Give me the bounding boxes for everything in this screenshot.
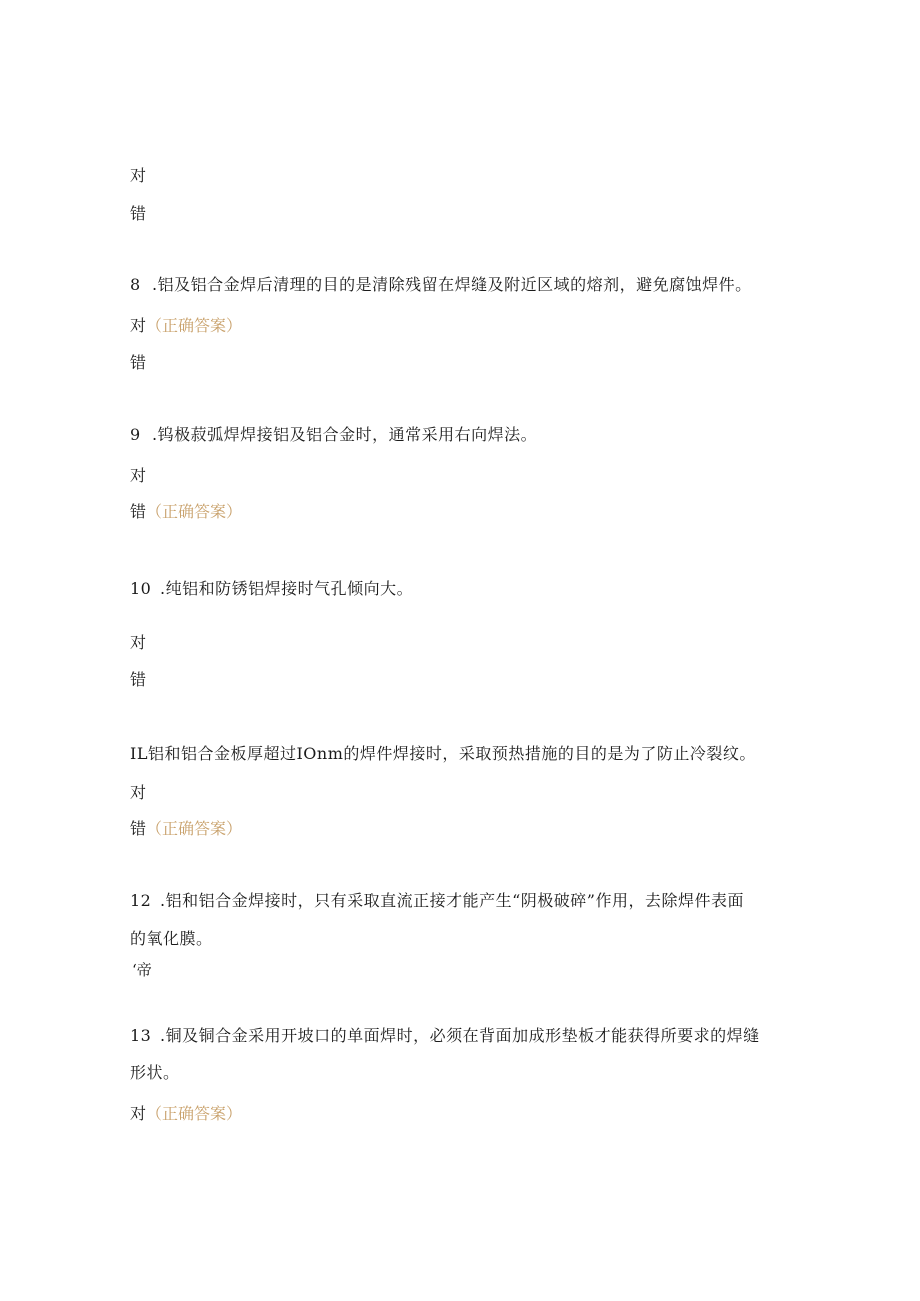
question-11	[130, 744, 756, 764]
option-true[interactable]	[130, 166, 146, 186]
option-label: 对	[130, 316, 147, 335]
question-number: 13	[130, 1026, 152, 1045]
question-text: .铝和铝合金焊接时，只有采取直流正接才能产生“阴极破碎”作用，去除焊件表面	[160, 891, 744, 910]
question-number: 8	[130, 275, 141, 294]
q11-option-true[interactable]	[130, 783, 146, 803]
option-label: 错	[130, 204, 147, 223]
correct-answer-tag: （正确答案）	[146, 316, 243, 335]
scan-residue	[132, 960, 152, 980]
question-8	[130, 275, 752, 295]
q8-option-false[interactable]	[130, 353, 146, 373]
question-12-continuation	[130, 929, 213, 949]
q9-option-false[interactable]	[130, 502, 242, 522]
question-text: .铝及铝合金焊后清理的目的是清除残留在焊缝及附近区域的熔剂，避免腐蚀焊件。	[152, 275, 752, 294]
option-label: 对	[130, 1104, 147, 1123]
q11-option-false[interactable]	[130, 819, 242, 839]
q10-option-false[interactable]	[130, 670, 146, 690]
question-12	[130, 891, 744, 911]
residue-text: ‘帝	[132, 961, 152, 979]
option-label: 对	[130, 633, 147, 652]
question-text: 形状。	[130, 1063, 180, 1082]
question-number: 9	[130, 425, 141, 444]
option-label: 对	[130, 466, 147, 485]
question-text: .铜及铜合金采用开坡口的单面焊时，必须在背面加成形垫板才能获得所要求的焊缝	[160, 1026, 760, 1045]
question-text: .纯铝和防锈铝焊接时气孔倾向大。	[160, 579, 414, 598]
q10-option-true[interactable]	[130, 633, 146, 653]
question-text: 的氧化膜。	[130, 929, 213, 948]
question-9	[130, 425, 537, 445]
q8-option-true[interactable]	[130, 316, 242, 336]
option-label: 错	[130, 353, 147, 372]
q9-option-true[interactable]	[130, 466, 146, 486]
question-number: 10	[130, 579, 152, 598]
q13-option-true[interactable]	[130, 1104, 242, 1124]
question-number: 12	[130, 891, 152, 910]
option-label: 对	[130, 783, 147, 802]
option-label: 错	[130, 819, 147, 838]
correct-answer-tag: （正确答案）	[146, 1104, 243, 1123]
question-10	[130, 579, 413, 599]
option-label: 错	[130, 670, 147, 689]
option-false[interactable]	[130, 204, 146, 224]
question-13-continuation	[130, 1063, 180, 1083]
option-label: 错	[130, 502, 147, 521]
correct-answer-tag: （正确答案）	[146, 502, 243, 521]
question-13	[130, 1026, 760, 1046]
question-text: IL铝和铝合金板厚超过IOnm的焊件焊接时，采取预热措施的目的是为了防止冷裂纹。	[130, 744, 756, 763]
question-text: .钨极菽弧焊焊接铝及铝合金时，通常采用右向焊法。	[152, 425, 538, 444]
correct-answer-tag: （正确答案）	[146, 819, 243, 838]
option-label: 对	[130, 166, 147, 185]
